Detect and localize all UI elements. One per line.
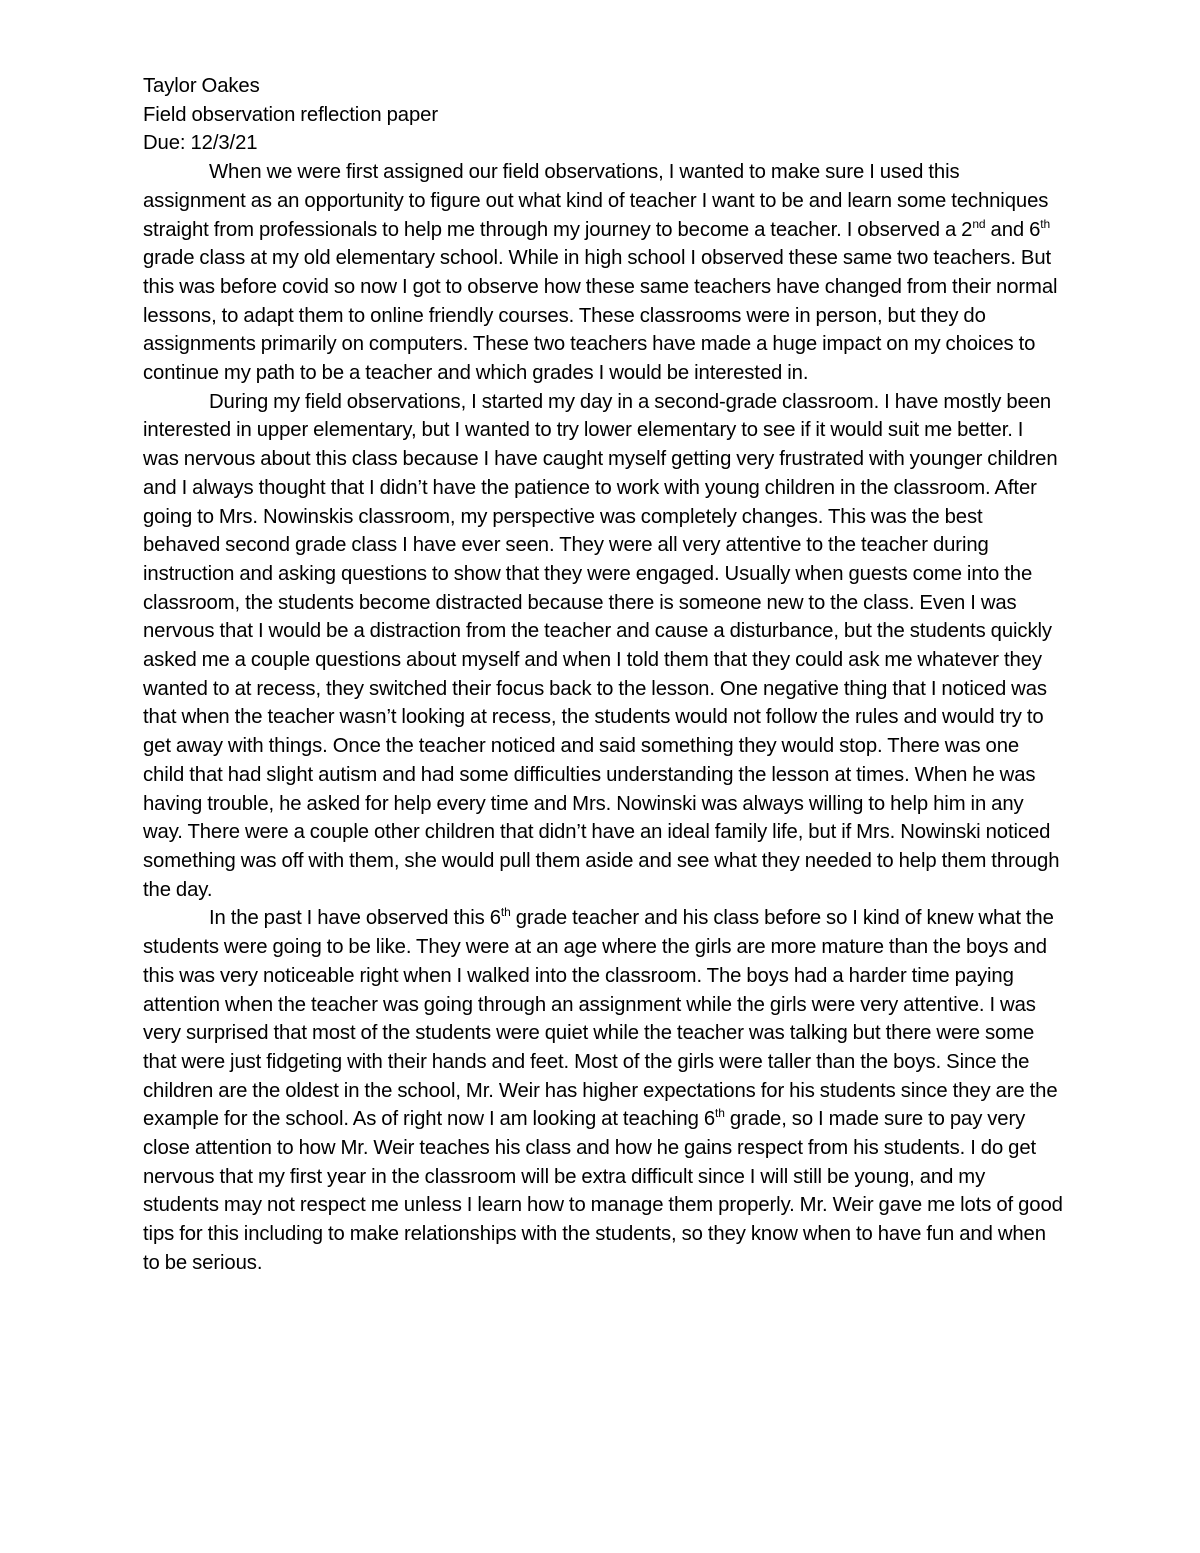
document-body bbox=[143, 72, 1063, 1278]
paragraph-3-part-c: grade, so I made sure to pay very close attention to how Mr. Weir teaches his class and how he gains respect from his students. I do get nervous that my first year in the classroom will be extra difficult since I will still be young, and my students may not respect me unless I learn how to manage them properly. Mr. Weir gave me lots of good tips for this including to make relationships with the students, so they know when to have fun and when to be serious. bbox=[143, 1108, 1063, 1274]
paragraph-3-part-b: grade teacher and his class before so I kind of knew what the students were going to be like. They were at an age where the girls are more mature than the boys and this was very noticeable right when I walked into the classroom. The boys had a harder time paying attention when the teacher was going through an assignment while the girls were very attentive. I was very surprised that most of the students were quiet while the teacher was talking but there were some that were just fidgeting with their hands and feet. Most of the girls were taller than the boys. Since the children are the oldest in the school, Mr. Weir has higher expectations for his students since they are the example for the school. As of right now I am looking at teaching 6 bbox=[143, 907, 1058, 1131]
paragraph-1-part-b: and 6 bbox=[985, 218, 1041, 241]
author-name: Taylor Oakes bbox=[143, 75, 260, 97]
ordinal-suffix: th bbox=[715, 1106, 725, 1121]
paper-title: Field observation reflection paper bbox=[143, 103, 438, 126]
ordinal-suffix: th bbox=[500, 905, 511, 920]
paragraph-3 bbox=[143, 904, 1063, 1277]
paragraph-1-part-a: When we were first assigned our field observations, I wanted to make sure I used this assignment as an opportunity to figure out what kind of teacher I want to be and learn some techniques straight from professionals to help me through my journey to become a teacher. I observed a 2 bbox=[143, 161, 1049, 241]
due-date: Due: 12/3/21 bbox=[143, 132, 258, 155]
paragraph-2: During my field observations, I started my day in a second-grade classroom. I have mostly been interested in upper elementary, but I wanted to try lower elementary to see if it would suit me better. I was nervous about this class because I have caught myself getting very frustrated with younger children and I always thought that I didn’t have the patience to work with young children in the classroom. After going to Mrs. Nowinskis classroom, my perspective was completely changes. This was the best behaved second grade class I have ever seen. They were all very attentive to the teacher during instruction and asking questions to show that they were engaged. Usually when guests come into the classroom, the students become distracted because there is someone new to the class. Even I was nervous that I would be a distraction from the teacher and cause a disturbance, but the students quickly asked me a couple questions about myself and when I told them that they could ask me whatever they wanted to at recess, they switched their focus back to the lesson. One negative thing that I noticed was that when the teacher wasn’t looking at recess, the students would not follow the rules and would try to get away with things. Once the teacher noticed and said something they would stop. There was one child that had slight autism and had some difficulties understanding the lesson at times. When he was having trouble, he asked for help every time and Mrs. Nowinski was always willing to help him in any way. There were a couple other children that didn’t have an ideal family life, but if Mrs. Nowinski noticed something was off with them, she would pull them aside and see what they needed to help them through the day. bbox=[143, 390, 1060, 901]
ordinal-suffix: nd bbox=[972, 216, 986, 231]
ordinal-suffix: th bbox=[1040, 216, 1051, 231]
paragraph-3-part-a: In the past I have observed this 6 bbox=[209, 907, 501, 930]
paragraph-1-part-c: grade class at my old elementary school. While in high school I observed these same two teachers. But this was before covid so now I got to observe how these same teachers have changed from their normal lessons, to adapt them to online friendly courses. These classrooms were in person, but they do assignments primarily on computers. These two teachers have made a huge impact on my choices to continue my path to be a teacher and which grades I would be interested in. bbox=[143, 247, 1058, 385]
paragraph-1 bbox=[143, 158, 1063, 388]
